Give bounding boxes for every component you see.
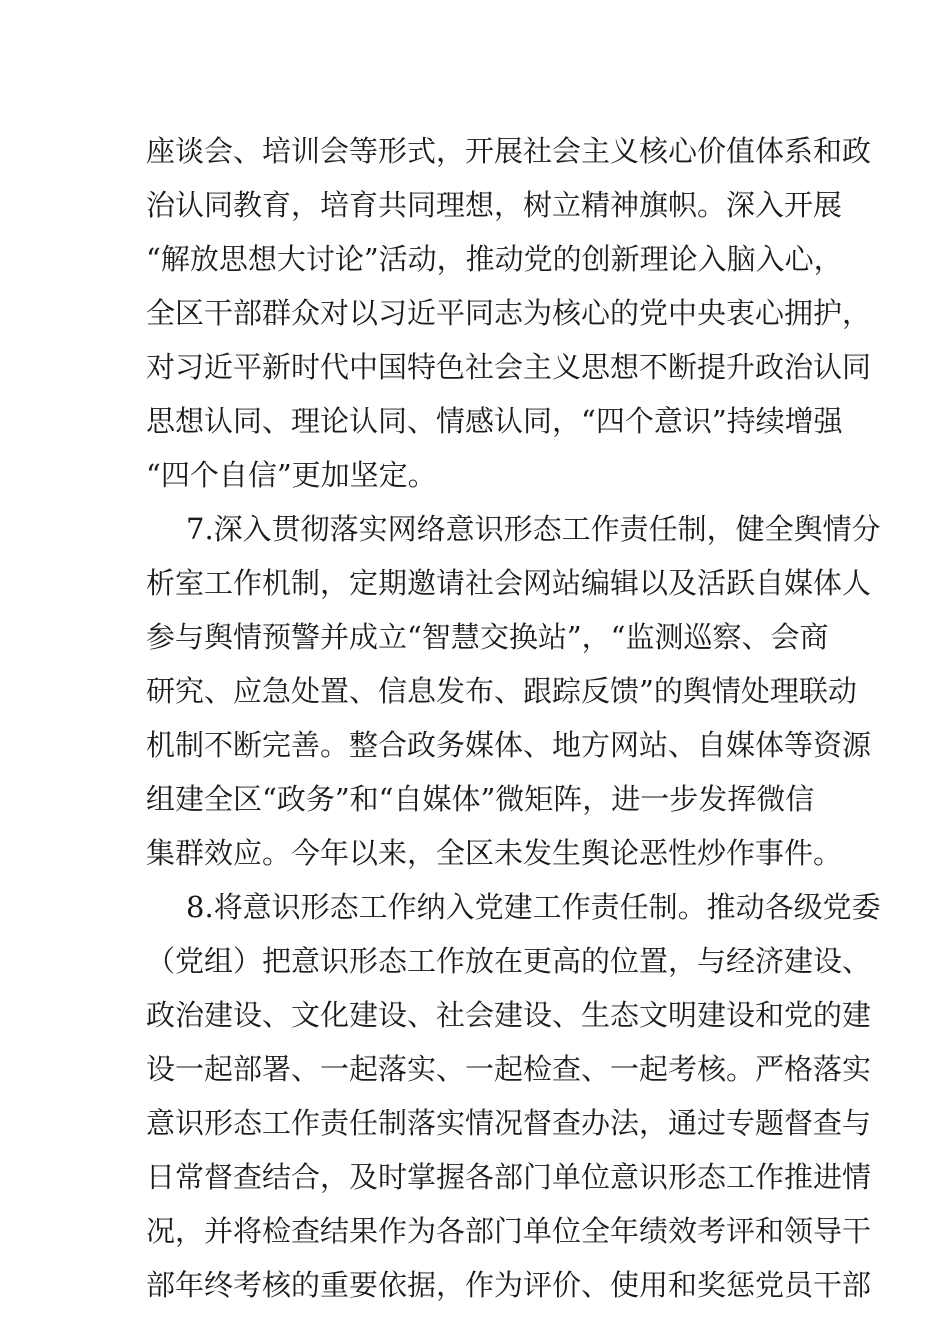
paragraph-item-7 <box>146 502 881 880</box>
text-line: 集群效应。今年以来，全区未发生舆论恶性炒作事件。 <box>146 836 843 870</box>
text-line: 意识形态工作责任制落实情况督查办法，通过专题督查与 <box>146 1106 872 1140</box>
text-line: 7.深入贯彻落实网络意识形态工作责任制，健全舆情分 <box>186 512 881 546</box>
text-line: 对习近平新时代中国特色社会主义思想不断提升政治认同 <box>146 350 872 384</box>
text-line: 日常督查结合，及时掌握各部门单位意识形态工作推进情 <box>146 1160 872 1194</box>
text-line: （党组）把意识形态工作放在更高的位置，与经济建设、 <box>146 944 872 978</box>
text-line: 政治建设、文化建设、社会建设、生态文明建设和党的建 <box>146 998 872 1032</box>
document-body <box>146 124 881 1312</box>
paragraph-item-8 <box>146 880 881 1312</box>
text-line: 机制不断完善。整合政务媒体、地方网站、自媒体等资源 <box>146 728 872 762</box>
text-line: 组建全区“政务”和“自媒体”微矩阵，进一步发挥微信 <box>146 782 815 816</box>
text-line: 析室工作机制，定期邀请社会网站编辑以及活跃自媒体人 <box>146 566 872 600</box>
text-line: 座谈会、培训会等形式，开展社会主义核心价值体系和政 <box>146 134 872 168</box>
text-line: 治认同教育，培育共同理想，树立精神旗帜。深入开展 <box>146 188 843 222</box>
text-line: “四个自信”更加坚定。 <box>146 458 437 492</box>
text-line: 部年终考核的重要依据，作为评价、使用和奖惩党员干部 <box>146 1268 872 1302</box>
text-line: 思想认同、理论认同、情感认同，“四个意识”持续增强 <box>146 404 843 438</box>
text-line: 参与舆情预警并成立“智慧交换站”，“监测巡察、会商 <box>146 620 829 654</box>
text-line: 况，并将检查结果作为各部门单位全年绩效考评和领导干 <box>146 1214 872 1248</box>
text-line: 研究、应急处置、信息发布、跟踪反馈”的舆情处理联动 <box>146 674 857 708</box>
text-line: “解放思想大讨论”活动，推动党的创新理论入脑入心， <box>146 242 843 276</box>
paragraph-continued <box>146 124 872 502</box>
text-line: 8.将意识形态工作纳入党建工作责任制。推动各级党委 <box>186 890 881 924</box>
text-line: 设一起部署、一起落实、一起检查、一起考核。严格落实 <box>146 1052 872 1086</box>
text-line: 全区干部群众对以习近平同志为核心的党中央衷心拥护， <box>146 296 872 330</box>
